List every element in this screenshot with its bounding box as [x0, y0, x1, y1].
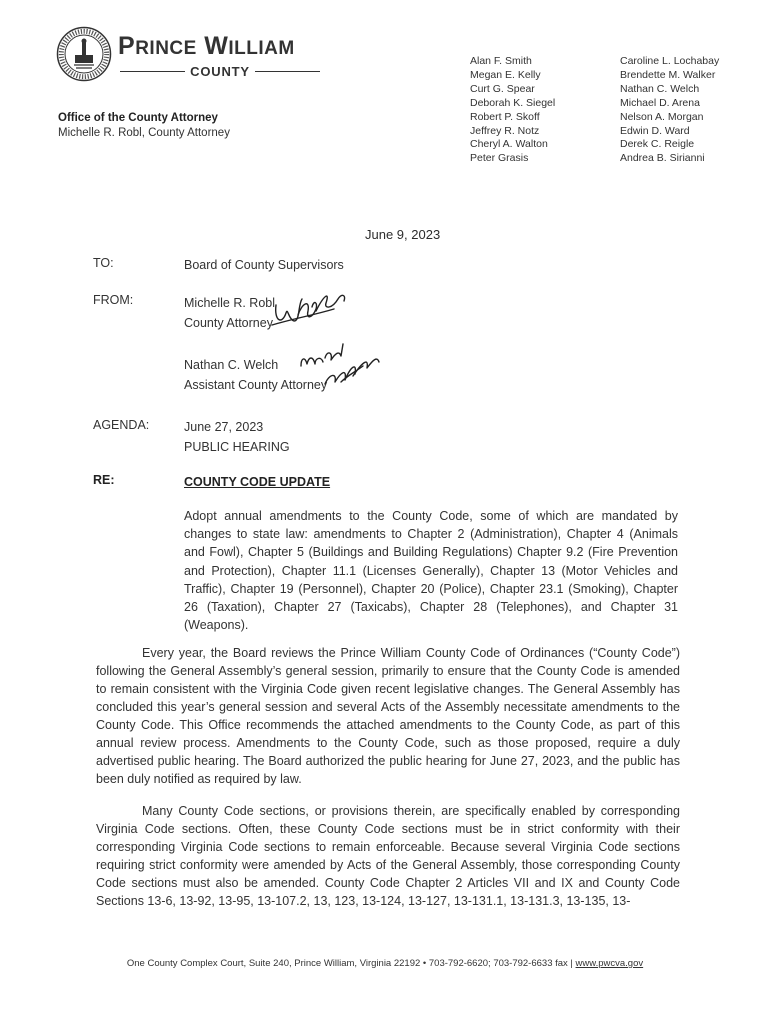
divider: [255, 71, 320, 72]
county-attorney-line: Michelle R. Robl, County Attorney: [58, 127, 230, 139]
body-paragraph: Every year, the Board reviews the Prince William County Code of Ordinances (“County Code”) following the General Assembly’s general session, primarily to ensure that the County Code is amended to remain consistent with the Virginia Code given recent legislative changes. The General Assembly has concluded this year’s general session and several Acts of the Assembly necessitate amendments to the County Code. This Office recommends the attached amendments to the County Code, as part of this annual review process. Amendments to the County Code, such as those proposed, require a duly advertised public hearing. The Board authorized the public hearing for June 27, 2023, and the public has been duly notified as required by law.: [96, 646, 680, 786]
memo-date: June 9, 2023: [365, 227, 441, 242]
county-seal-icon: [56, 26, 112, 82]
agenda-date: June 27, 2023: [184, 420, 264, 434]
agenda-label: AGENDA:: [93, 418, 150, 432]
staff-name: Peter Grasis: [470, 152, 529, 165]
office-block: [58, 111, 230, 141]
staff-list-right: [620, 55, 719, 166]
footer: [0, 958, 770, 969]
assistant-name: Nathan C. Welch: [184, 358, 279, 372]
county-wordmark: COUNTY: [120, 62, 320, 80]
staff-name: Curt G. Spear: [470, 82, 535, 95]
staff-name: Jeffrey R. Notz: [470, 124, 540, 137]
staff-name: Megan E. Kelly: [470, 68, 541, 81]
agenda-type: PUBLIC HEARING: [184, 440, 290, 454]
staff-name: Derek C. Reigle: [620, 138, 695, 151]
staff-name: Alan F. Smith: [470, 55, 532, 67]
to-label: TO:: [93, 256, 114, 270]
from-block: [184, 293, 275, 333]
staff-name: Nathan C. Welch: [620, 82, 700, 95]
re-title: COUNTY CODE UPDATE: [184, 475, 331, 489]
office-title: Office of the County Attorney: [58, 112, 218, 124]
from-name: Michelle R. Robl: [184, 296, 276, 310]
staff-name: Deborah K. Siegel: [470, 96, 556, 109]
staff-list-left: [470, 55, 555, 166]
from-title: County Attorney: [184, 316, 273, 330]
from-label: FROM:: [93, 293, 134, 307]
footer-address: One County Complex Court, Suite 240, Prince William, Virginia 22192 • 703-792-6620; 703-792-6633 fax |: [126, 958, 576, 969]
re-label: RE:: [93, 473, 115, 487]
divider: [120, 71, 185, 72]
staff-name: Cheryl A. Walton: [470, 138, 548, 151]
website-link[interactable]: www.pwcva.gov: [575, 958, 644, 969]
assistant-title: Assistant County Attorney: [184, 378, 328, 392]
staff-name: Caroline L. Lochabay: [620, 55, 720, 67]
body-paragraph: Many County Code sections, or provisions therein, are specifically enabled by corresponding Virginia Code sections. Often, these County Code sections must be in strict conformity with their corresponding Virginia Code sections to remain enforceable. Because several Virginia Code sections requiring strict conformity were amended by Acts of the General Assembly, those corresponding County Code sections must also be amended. County Code Chapter 2 Articles VII and IX and County Code Sections 13-6, 13-92, 13-95, 13-107.2, 13, 123, 13-124, 13-127, 13-131.1, 13-131.3, 13-135, 13-: [96, 804, 680, 908]
signature-ncw: [285, 336, 385, 394]
re-summary: Adopt annual amendments to the County Code, some of which are mandated by changes to state law: amendments to Chapter 2 (Administration), Chapter 4 (Animals and Fowl), Chapter 5 (Buildings and Building Regulations) Chapter 9.2 (Fire Prevention and Protection), Chapter 11.1 (Licenses Generally), Chapter 13 (Motor Vehicles and Traffic), Chapter 19 (Personnel), Chapter 20 (Police), Chapter 23.1 (Smoking), Chapter 26 (Taxation), Chapter 27 (Taxicabs), Chapter 28 (Telephones), and Chapter 31 (Weapons).: [184, 509, 678, 633]
signature-mrr: [268, 285, 350, 331]
staff-name: Nelson A. Morgan: [620, 110, 704, 123]
staff-name: Brendette M. Walker: [620, 68, 716, 81]
org-name: PRINCE WILLIAM: [118, 32, 295, 60]
agenda-block: [184, 417, 290, 457]
to-recipient: Board of County Supervisors: [184, 258, 344, 272]
staff-name: Robert P. Skoff: [470, 110, 540, 123]
staff-name: Andrea B. Sirianni: [620, 152, 705, 165]
staff-name: Michael D. Arena: [620, 96, 700, 109]
staff-name: Edwin D. Ward: [620, 124, 690, 137]
